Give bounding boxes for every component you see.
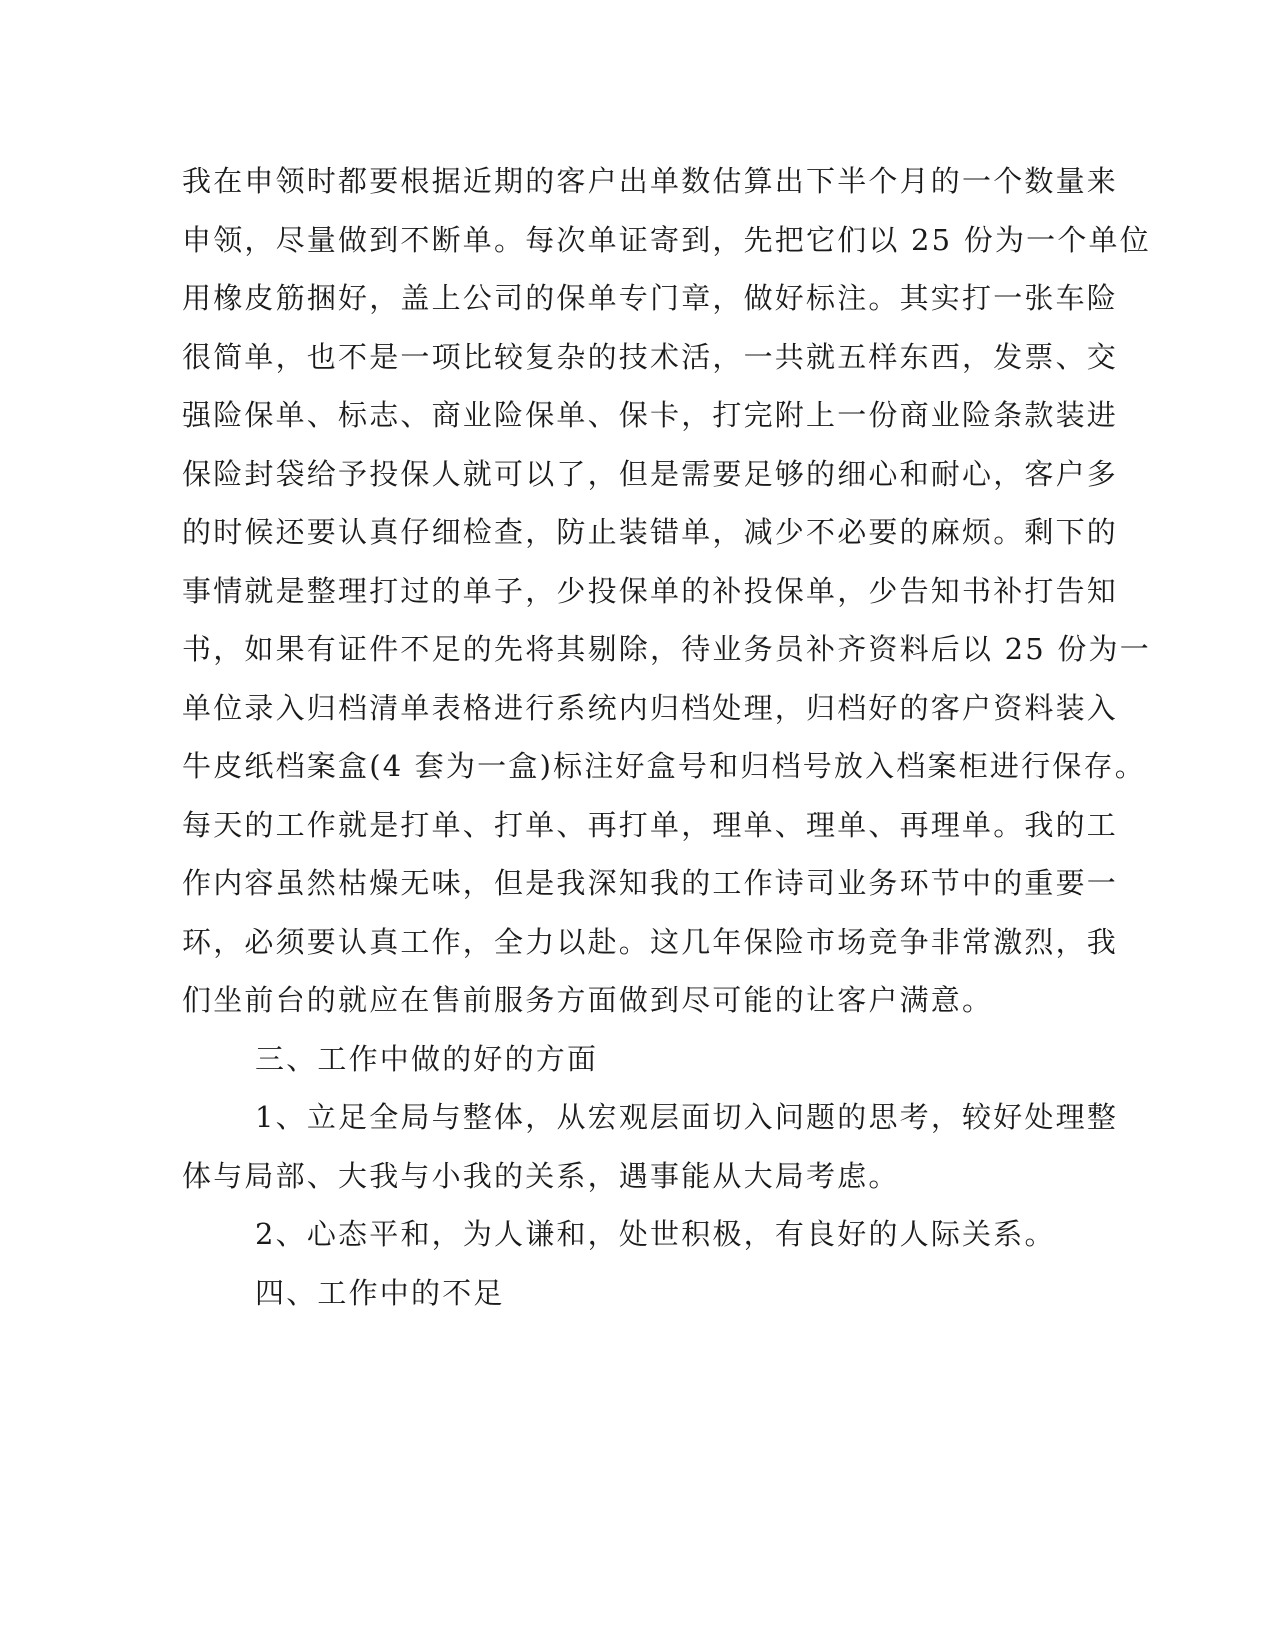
text-line-9: 书，如果有证件不足的先将其剔除，待业务员补齐资料后以 25 份为一	[182, 632, 1151, 666]
document-body	[182, 152, 1151, 1322]
text-line-13: 作内容虽然枯燥无味，但是我深知我的工作诗司业务环节中的重要一	[182, 866, 1119, 900]
text-line-7: 的时候还要认真仔细检查，防止装错单，减少不必要的麻烦。剩下的	[182, 515, 1119, 549]
text-line-2: 申领，尽量做到不断单。每次单证寄到，先把它们以 25 份为一个单位	[182, 222, 1151, 257]
list-item-2: 2、心态平和，为人谦和，处世积极，有良好的人际关系。	[255, 1217, 1056, 1251]
section-heading-3: 三、工作中做的好的方面	[255, 1041, 599, 1076]
text-line-6: 保险封袋给予投保人就可以了，但是需要足够的细心和耐心，客户多	[182, 456, 1119, 491]
list-item-1-end: 体与局部、大我与小我的关系，遇事能从大局考虑。	[182, 1158, 900, 1193]
text-line-11: 牛皮纸档案盒(4 套为一盒)标注好盒号和归档号放入档案柜进行保存。	[182, 749, 1146, 783]
list-item-1-start: 1、立足全局与整体，从宏观层面切入问题的思考，较好处理整	[255, 1100, 1119, 1134]
text-line-8: 事情就是整理打过的单子，少投保单的补投保单，少告知书补打告知	[182, 573, 1119, 608]
text-line-10: 单位录入归档清单表格进行系统内归档处理，归档好的客户资料装入	[182, 690, 1119, 725]
text-line-14: 环，必须要认真工作，全力以赴。这几年保险市场竞争非常激烈，我	[182, 924, 1119, 959]
text-line-5: 强险保单、标志、商业险保单、保卡，打完附上一份商业险条款装进	[182, 398, 1119, 432]
text-line-3: 用橡皮筋捆好，盖上公司的保单专门章，做好标注。其实打一张车险	[182, 281, 1119, 315]
text-line-1: 我在申领时都要根据近期的客户出单数估算出下半个月的一个数量来	[182, 164, 1119, 198]
text-line-12: 每天的工作就是打单、打单、再打单，理单、理单、再理单。我的工	[182, 807, 1119, 842]
text-line-4: 很简单，也不是一项比较复杂的技术活，一共就五样东西，发票、交	[182, 339, 1119, 374]
section-heading-4: 四、工作中的不足	[255, 1275, 505, 1310]
text-line-15: 们坐前台的就应在售前服务方面做到尽可能的让客户满意。	[182, 983, 994, 1017]
